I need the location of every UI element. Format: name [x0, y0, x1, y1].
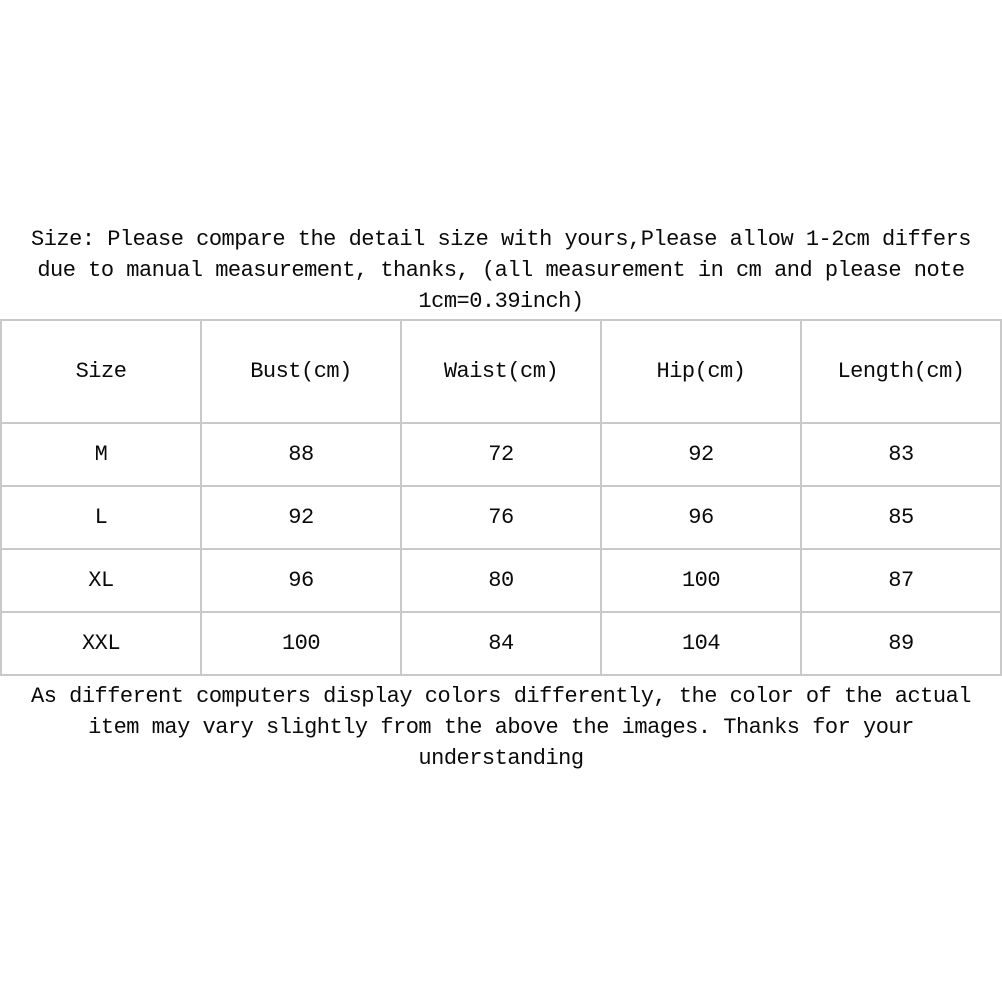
cell-xxl-size: XXL [1, 612, 201, 675]
cell-xxl-bust: 100 [201, 612, 401, 675]
measurement-note-line: 1cm=0.39inch) [418, 289, 584, 314]
table-row-xxl [1, 612, 1001, 675]
cell-xl-bust: 96 [201, 549, 401, 612]
cell-m-size: M [1, 423, 201, 486]
measurement-note-line: Size: Please compare the detail size with yours,Please allow 1-2cm differs [31, 227, 971, 252]
cell-xl-waist: 80 [401, 549, 601, 612]
measurement-note-line: due to manual measurement, thanks, (all measurement in cm and please note [37, 258, 965, 283]
cell-xl-size: XL [1, 549, 201, 612]
size-chart-table-head [1, 320, 1001, 423]
cell-l-bust: 92 [201, 486, 401, 549]
table-row-xl [1, 549, 1001, 612]
header-row [1, 320, 1001, 423]
cell-xl-hip: 100 [601, 549, 801, 612]
header-cell-bust: Bust(cm) [201, 320, 401, 423]
cell-xl-length: 87 [801, 549, 1001, 612]
header-cell-waist: Waist(cm) [401, 320, 601, 423]
measurement-note [0, 0, 1002, 319]
cell-l-length: 85 [801, 486, 1001, 549]
cell-m-hip: 92 [601, 423, 801, 486]
header-cell-hip: Hip(cm) [601, 320, 801, 423]
cell-l-waist: 76 [401, 486, 601, 549]
header-cell-length: Length(cm) [801, 320, 1001, 423]
cell-xxl-waist: 84 [401, 612, 601, 675]
cell-l-hip: 96 [601, 486, 801, 549]
color-disclaimer-line: As different computers display colors differently, the color of the actual [31, 684, 971, 709]
cell-l-size: L [1, 486, 201, 549]
cell-m-waist: 72 [401, 423, 601, 486]
color-disclaimer-line: understanding [418, 746, 584, 771]
table-row-m [1, 423, 1001, 486]
color-disclaimer-note [0, 676, 1002, 774]
cell-xxl-hip: 104 [601, 612, 801, 675]
cell-xxl-length: 89 [801, 612, 1001, 675]
cell-m-bust: 88 [201, 423, 401, 486]
size-chart-table-body [1, 423, 1001, 675]
color-disclaimer-line: item may vary slightly from the above the images. Thanks for your [88, 715, 914, 740]
header-cell-size: Size [1, 320, 201, 423]
size-chart-table [0, 319, 1002, 676]
table-row-l [1, 486, 1001, 549]
cell-m-length: 83 [801, 423, 1001, 486]
